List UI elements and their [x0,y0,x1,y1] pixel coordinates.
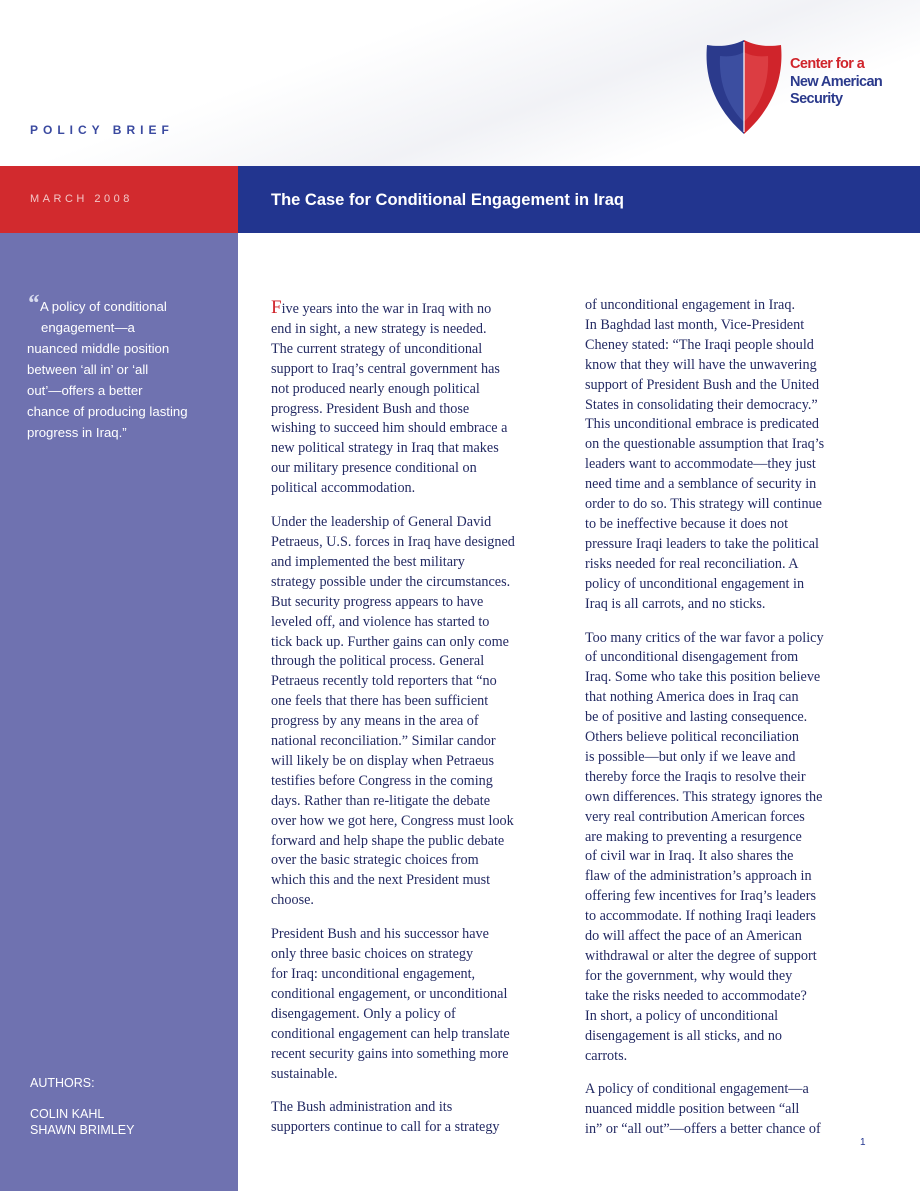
text-line: The current strategy of unconditional [271,340,483,357]
text-line: Too many critics of the war favor a policy [585,629,824,646]
text-line: know that they will have the unwavering [585,356,817,373]
author-name: SHAWN BRIMLEY [30,1123,135,1137]
text-line: national reconciliation.” Similar candor [271,733,496,750]
body-column-1 [271,298,561,1152]
pull-quote [27,291,227,443]
text-line: is possible—but only if we leave and [585,748,796,765]
text-line: recent security gains into something more [271,1045,509,1062]
quote-line: chance of producing lasting [27,404,188,419]
quote-line: out’—offers a better [27,383,143,398]
text-line: policy of unconditional engagement in [585,575,805,592]
text-line: over the basic strategic choices from [271,852,479,869]
text-line: choose. [271,892,314,909]
quote-line: “ A policy of conditional [27,291,167,317]
text-line: to accommodate. If nothing Iraqi leaders [585,908,816,925]
text-line: order to do so. This strategy will continue [585,496,822,513]
policy-brief-label: POLICY BRIEF [30,123,174,137]
paragraph [585,629,875,1067]
text-line: leveled off, and violence has started to [271,613,490,630]
quote-line: progress in Iraq.” [27,425,127,440]
page-number: 1 [860,1137,866,1148]
quote-line: engagement—a [41,320,135,335]
text-line: strategy possible under the circumstances. [271,573,511,590]
text-line: very real contribution American forces [585,808,805,825]
text-line: tick back up. Further gains can only come [271,633,509,650]
text-line: days. Rather than re-litigate the debate [271,792,491,809]
text-line: offering few incentives for Iraq’s leaders [585,888,816,905]
text-line: of unconditional engagement in Iraq. [585,297,795,313]
text-line: conditional engagement, or unconditional [271,985,508,1002]
text-line: over how we got here, Congress must look [271,812,514,829]
text-line: through the political process. General [271,653,485,670]
text-line: nuanced middle position between “all [585,1101,800,1118]
text-line: flaw of the administration’s approach in [585,868,812,885]
text-line: in” or “all out”—offers a better chance of [585,1121,821,1138]
text-line: disengagement. Only a policy of [271,1005,456,1022]
text-line: States in consolidating their democracy.” [585,396,818,413]
text-line: Under the leadership of General David [271,514,492,531]
drop-cap: F [271,297,282,318]
text-line: Five years into the war in Iraq with no [271,297,492,318]
paragraph [271,1098,561,1138]
text-line: end in sight, a new strategy is needed. [271,320,487,337]
authors-block [30,1075,134,1138]
body-column-2 [585,296,875,1154]
shield-icon [704,38,784,138]
text-line: supporters continue to call for a strategy [271,1119,500,1136]
text-line: leaders want to accommodate—they just [585,456,816,473]
text-line: forward and help shape the public debate [271,832,505,849]
text-line: on the questionable assumption that Iraq’s [585,436,825,453]
text-line: and implemented the best military [271,553,465,570]
publication-date: MARCH 2008 [30,193,133,205]
text-line: Cheney stated: “The Iraqi people should [585,336,814,353]
paragraph [585,1080,875,1140]
text-line: Petraeus, U.S. forces in Iraq have designed [271,533,515,550]
text-line: The Bush administration and its [271,1099,453,1116]
text-line: political accommodation. [271,480,416,497]
text-line: A policy of conditional engagement—a [585,1081,809,1098]
text-line: testifies before Congress in the coming [271,772,493,789]
text-line: do will affect the pace of an American [585,928,802,945]
text-line: Petraeus recently told reporters that “no [271,673,497,690]
text-line: of civil war in Iraq. It also shares the [585,848,794,865]
paragraph [271,925,561,1084]
text-line: to be ineffective because it does not [585,515,789,532]
text-line: will likely be on display when Petraeus [271,752,495,769]
logo-text-line1: Center for a [790,56,865,72]
text-line: only three basic choices on strategy [271,946,474,963]
text-line: President Bush and his successor have [271,926,489,943]
quote-line: nuanced middle position [27,341,170,356]
text-line: progress. President Bush and those [271,400,470,417]
paragraph [271,298,561,499]
text-line: carrots. [585,1047,628,1064]
logo-text-line3: Security [790,91,843,107]
quote-line: between ‘all in’ or ‘all [27,362,149,377]
paragraph [585,296,875,615]
cnas-logo [704,38,904,138]
text-line: our military presence conditional on [271,460,477,477]
text-line: In Baghdad last month, Vice-President [585,316,805,333]
text-line: be of positive and lasting consequence. [585,709,808,726]
text-line: of unconditional disengagement from [585,649,799,666]
text-line: that nothing America does in Iraq can [585,689,799,706]
text-line: disengagement is all sticks, and no [585,1027,783,1044]
text-line: take the risks needed to accommodate? [585,987,807,1004]
text-line: for the government, why would they [585,967,793,984]
text-line: which this and the next President must [271,872,491,889]
text-line: need time and a semblance of security in [585,476,817,493]
quote-mark-icon: “ [27,291,36,317]
page-title: The Case for Conditional Engagement in Iraq [271,191,624,209]
text-line: In short, a policy of unconditional [585,1007,779,1024]
text-line: pressure Iraqi leaders to take the political [585,535,819,552]
text-line: This unconditional embrace is predicated [585,416,820,433]
authors-label: AUTHORS: [30,1076,95,1090]
text-line: support to Iraq’s central government has [271,360,500,377]
text-line: thereby force the Iraqis to resolve their [585,768,806,785]
text-line: Others believe political reconciliation [585,729,799,746]
text-line: wishing to succeed him should embrace a [271,420,508,437]
text-line: Iraq is all carrots, and no sticks. [585,595,766,612]
text-line: one feels that there has been sufficient [271,693,489,710]
author-name: COLIN KAHL [30,1107,105,1121]
text-line: Iraq. Some who take this position believe [585,669,821,686]
text-line: risks needed for real reconciliation. A [585,555,799,572]
text-line: progress by any means in the area of [271,713,479,730]
text-line: withdrawal or alter the degree of support [585,948,817,964]
text-line: new political strategy in Iraq that makes [271,440,499,457]
text-line: sustainable. [271,1065,338,1082]
text-line: not produced nearly enough political [271,380,480,397]
text-line: own differences. This strategy ignores the [585,788,823,805]
paragraph [271,513,561,911]
logo-text-line2: New American [790,73,883,90]
text-line: are making to preventing a resurgence [585,828,802,845]
text-line: conditional engagement can help translate [271,1025,510,1042]
text-line: support of President Bush and the United [585,376,820,393]
text-line: for Iraq: unconditional engagement, [271,966,476,982]
text-line: But security progress appears to have [271,593,484,610]
